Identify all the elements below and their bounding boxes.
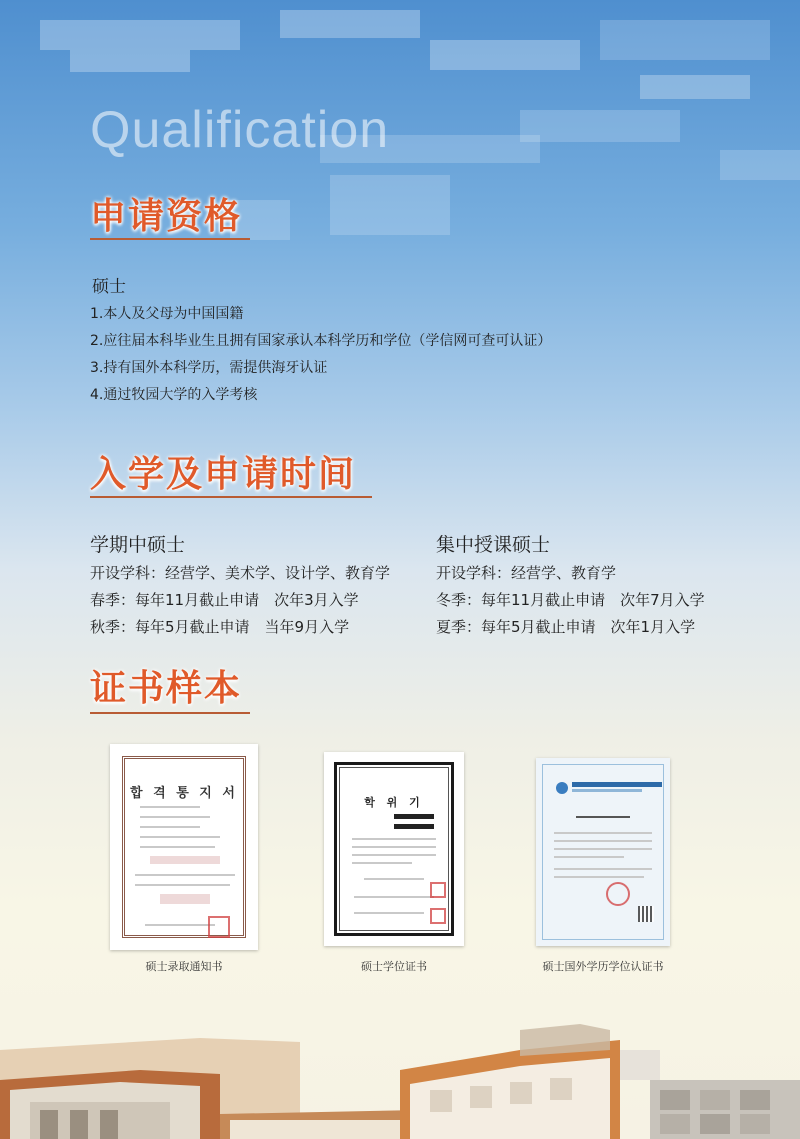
text-placeholder bbox=[145, 924, 215, 926]
logo-icon bbox=[556, 782, 568, 794]
intensive-line-3: 夏季：每年5月截止申请 次年1月入学 bbox=[436, 618, 696, 636]
certificate-caption-overseas-verification: 硕士国外学历学位认证书 bbox=[542, 960, 664, 973]
redacted-area bbox=[394, 814, 434, 819]
text-placeholder bbox=[140, 846, 215, 848]
certificate-image-overseas-verification bbox=[536, 758, 670, 946]
text-placeholder bbox=[554, 856, 624, 858]
text-placeholder bbox=[140, 836, 220, 838]
cloud-shape bbox=[520, 110, 680, 142]
redacted-area bbox=[160, 894, 210, 904]
text-placeholder bbox=[135, 874, 235, 876]
seal-stamp bbox=[606, 882, 630, 906]
certificate-image-degree bbox=[324, 752, 464, 946]
seal-stamp bbox=[430, 908, 446, 924]
campus-building-illustration bbox=[0, 1010, 800, 1139]
certificate-inner-frame bbox=[339, 767, 449, 931]
qualification-item-1: 1.本人及父母为中国国籍 bbox=[90, 306, 244, 322]
issuer-banner bbox=[572, 782, 662, 787]
issuer-banner-subtitle bbox=[572, 789, 642, 792]
section-heading-qualification: 申请资格 bbox=[90, 196, 243, 237]
section-heading-schedule: 入学及申请时间 bbox=[90, 454, 357, 495]
text-placeholder bbox=[576, 816, 630, 818]
program-title-semester: 学期中硕士 bbox=[90, 534, 186, 556]
text-placeholder bbox=[135, 884, 230, 886]
heading-underline bbox=[90, 712, 250, 714]
text-placeholder bbox=[352, 846, 436, 848]
seal-stamp bbox=[208, 916, 230, 938]
cloud-shape bbox=[70, 50, 190, 72]
certificate-doc-title: 학 위 기 bbox=[364, 796, 424, 809]
text-placeholder bbox=[352, 862, 412, 864]
text-placeholder bbox=[554, 840, 652, 842]
text-placeholder bbox=[352, 854, 436, 856]
redacted-area bbox=[394, 824, 434, 829]
heading-underline bbox=[90, 238, 250, 240]
text-placeholder bbox=[554, 876, 644, 878]
semester-line-3: 秋季：每年5月截止申请 当年9月入学 bbox=[90, 618, 350, 636]
cloud-shape bbox=[720, 150, 800, 180]
cloud-shape bbox=[600, 20, 770, 60]
semester-line-1: 开设学科：经营学、美术学、设计学、教育学 bbox=[90, 564, 391, 582]
qr-code-icon bbox=[638, 906, 654, 922]
text-placeholder bbox=[140, 816, 210, 818]
intensive-line-1: 开设学科：经营学、教育学 bbox=[436, 564, 617, 582]
background-title: Qualification bbox=[90, 101, 390, 159]
qualification-item-3: 3.持有国外本科学历，需提供海牙认证 bbox=[90, 360, 328, 376]
cloud-shape bbox=[430, 40, 580, 70]
text-placeholder bbox=[554, 832, 652, 834]
program-title-intensive: 集中授课硕士 bbox=[436, 534, 551, 556]
qualification-item-2: 2.应往届本科毕业生且拥有国家承认本科学历和学位（学信网可查可认证） bbox=[90, 333, 552, 349]
redacted-area bbox=[150, 856, 220, 864]
cloud-shape bbox=[40, 20, 240, 50]
text-placeholder bbox=[354, 912, 424, 914]
heading-underline bbox=[90, 496, 372, 498]
text-placeholder bbox=[554, 848, 652, 850]
text-placeholder bbox=[364, 878, 424, 880]
section-heading-certificates: 证书样本 bbox=[90, 668, 243, 709]
text-placeholder bbox=[354, 896, 434, 898]
cloud-shape bbox=[330, 175, 450, 235]
text-placeholder bbox=[352, 838, 436, 840]
text-placeholder bbox=[140, 806, 200, 808]
intensive-line-2: 冬季：每年11月截止申请 次年7月入学 bbox=[436, 591, 705, 609]
seal-stamp bbox=[430, 882, 446, 898]
certificate-caption-degree: 硕士学位证书 bbox=[361, 960, 427, 973]
certificate-caption-admission-letter: 硕士录取通知书 bbox=[145, 960, 223, 973]
cloud-shape bbox=[280, 10, 420, 38]
degree-label-master: 硕士 bbox=[92, 277, 126, 297]
text-placeholder bbox=[554, 868, 652, 870]
cloud-shape bbox=[640, 75, 750, 99]
certificate-image-admission-letter bbox=[110, 744, 258, 950]
semester-line-2: 春季：每年11月截止申请 次年3月入学 bbox=[90, 591, 359, 609]
qualification-item-4: 4.通过牧园大学的入学考核 bbox=[90, 387, 258, 403]
certificate-doc-title: 합 격 통 지 서 bbox=[130, 786, 238, 801]
text-placeholder bbox=[140, 826, 200, 828]
